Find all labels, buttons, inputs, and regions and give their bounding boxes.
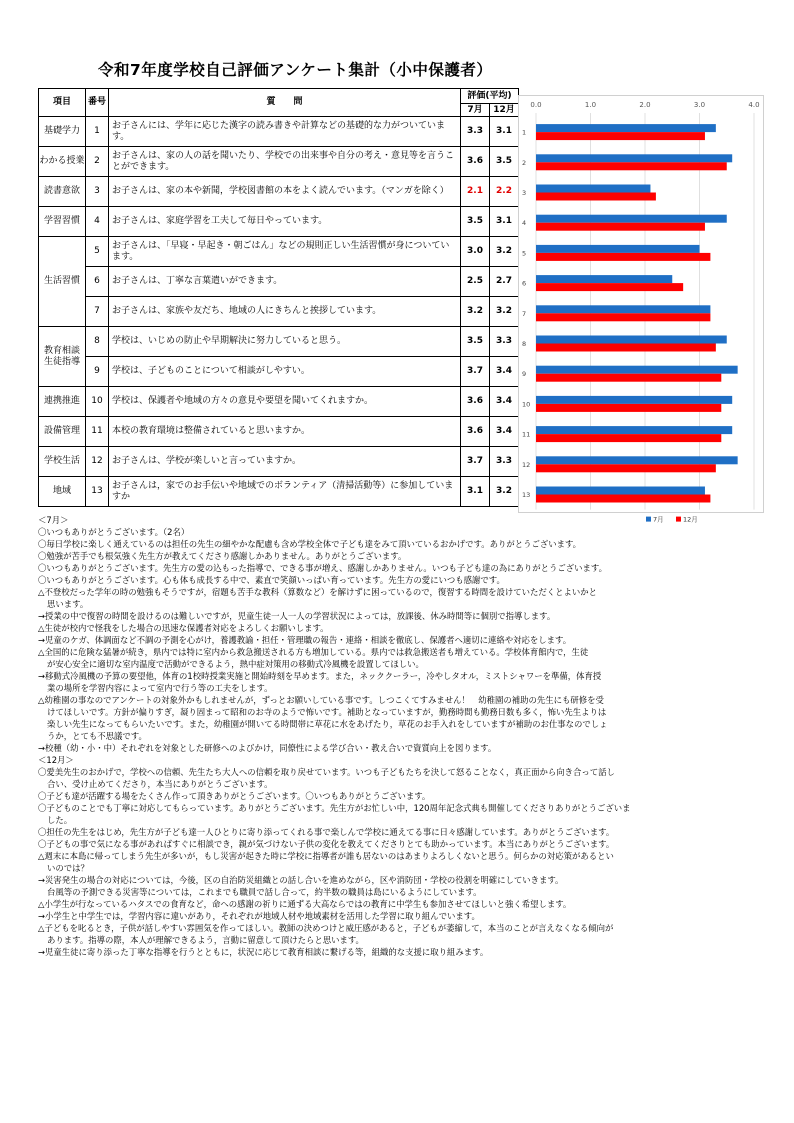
bar-july	[536, 456, 738, 464]
comment-line: →移動式冷風機の予算の要望他，体育の1校時授業実施と開始時刻を早めます。また，ネッククーラー，冷やしタオル，ミストシャワーを準備，体育授	[38, 671, 602, 681]
dec-value: 3.4	[490, 387, 519, 417]
number-cell: 13	[86, 477, 109, 507]
question-cell: お子さんには、学年に応じた漢字の読み書きや計算などの基礎的な力がついています。	[109, 117, 461, 147]
bar-july	[536, 396, 732, 404]
category-cell: 設備管理	[39, 417, 86, 447]
category-label: 13	[522, 491, 531, 499]
comment-line: した。	[47, 815, 73, 825]
dec-value: 3.4	[490, 357, 519, 387]
comment-line: △生徒が校内で怪我をした場合の迅速な保護者対応をよろしくお願いします。	[38, 623, 329, 633]
bar-july	[536, 426, 732, 434]
comment-line: 楽しい先生になってもらいたいです。また，幼稚園が開いてる時間帯に草花に水をあげたり，草花のお手入れをしていますが補助のお仕事なのでしょ	[47, 719, 608, 729]
comment-line: 台風等の予測できる災害等については，これまでも職員で話し合って，約半数の職員は島にいるようにしています。	[47, 887, 482, 897]
category-cell: わかる授業	[39, 147, 86, 177]
july-value: 3.7	[461, 447, 490, 477]
number-cell: 9	[86, 357, 109, 387]
number-cell: 10	[86, 387, 109, 417]
comment-line: △幼稚園の事なのでアンケートの対象外かもしれませんが，ずっとお願いしている事です。しつこくてすみません！ 幼稚園の補助の先生にも研修を受	[38, 695, 604, 705]
bar-july	[536, 124, 716, 132]
bar-dec	[536, 162, 727, 170]
category-label: 12	[522, 460, 531, 469]
dec-value: 3.3	[490, 447, 519, 477]
number-cell: 2	[86, 147, 109, 177]
header-question: 質 問	[109, 89, 461, 117]
category-label: 5	[522, 249, 527, 258]
question-cell: 学校は、保護者や地域の方々の意見や要望を聞いてくれますか。	[109, 387, 461, 417]
dec-value: 3.2	[490, 237, 519, 267]
july-value: 3.3	[461, 117, 490, 147]
category-label: 2	[522, 158, 527, 167]
category-label: 6	[522, 279, 527, 288]
page-title: 令和7年度学校自己評価アンケート集計（小中保護者）	[98, 61, 493, 79]
table-row	[39, 327, 519, 357]
category-label: 11	[522, 430, 531, 439]
july-value: 3.5	[461, 207, 490, 237]
legend-label: 12月	[683, 515, 698, 524]
comment-line: →児童生徒に寄り添った丁寧な指導を行うとともに，状況に応じて教育相談に繋げる等，組織的な支援に取り組みます。	[38, 947, 489, 957]
bar-dec	[536, 193, 656, 201]
table-row	[39, 267, 519, 297]
dec-value: 3.1	[490, 207, 519, 237]
dec-value: 3.1	[490, 117, 519, 147]
bar-july	[536, 245, 700, 253]
dec-value: 2.7	[490, 267, 519, 297]
comment-line: △不登校だった学年の時の勉強もそうですが，宿題も苦手な教科（算数など）を解けずに困っているので，復習する時間を設けていただくとよいかと	[38, 587, 598, 597]
bar-july	[536, 185, 650, 193]
table-row	[39, 387, 519, 417]
comment-line: けてほしいです。方針が偏りすぎ，凝り固まって昭和のお寺のようで怖いです。補助となっていますが，勤務時間も勤務日数も多く，怖い先生よりは	[47, 707, 607, 717]
table-row	[39, 177, 519, 207]
july-value: 3.0	[461, 237, 490, 267]
tick-label: 4.0	[748, 101, 760, 109]
july-value: 3.6	[461, 147, 490, 177]
bar-dec	[536, 495, 710, 503]
number-cell: 5	[86, 237, 109, 267]
header-eval: 評価(平均)	[461, 89, 519, 104]
number-cell: 12	[86, 447, 109, 477]
tick-label: 1.0	[584, 101, 597, 109]
bar-july	[536, 366, 738, 374]
july-value: 3.6	[461, 417, 490, 447]
question-cell: お子さんは、学校が楽しいと言っていますか。	[109, 447, 461, 477]
bar-july	[536, 154, 732, 162]
number-cell: 11	[86, 417, 109, 447]
bar-dec	[536, 404, 721, 412]
category-label: 3	[522, 189, 527, 197]
bar-july	[536, 305, 710, 313]
comment-line: ＜12月＞	[38, 755, 74, 765]
category-label: 4	[522, 219, 527, 228]
bar-dec	[536, 223, 705, 231]
category-label: 10	[522, 400, 531, 409]
header-july: 7月	[461, 104, 490, 117]
comment-line: 思います。	[47, 599, 89, 609]
number-cell: 1	[86, 117, 109, 147]
comment-line: 合い、受け止めてくださり，本当にありがとうございます。	[47, 779, 273, 789]
july-value: 3.6	[461, 387, 490, 417]
category-cell: 連携推進	[39, 387, 86, 417]
table-row	[39, 147, 519, 177]
july-value: 3.2	[461, 297, 490, 327]
comment-line: いのでは？	[47, 863, 89, 873]
dec-value: 3.2	[490, 297, 519, 327]
july-value: 3.7	[461, 357, 490, 387]
bar-chart	[518, 95, 764, 524]
comment-line: 〇愛美先生のおかげで，学校への信頼、先生たち大人への信頼を取り戻せています。いつも子どもたちを決して怒ることなく，真正面から向き合って話し	[38, 767, 615, 777]
bar-dec	[536, 344, 716, 352]
comment-line: が安心安全に適切な室内温度で活動ができるよう，熱中症対策用の移動式冷風機を設置してほしい。	[47, 659, 424, 669]
bar-dec	[536, 253, 710, 261]
comment-line: △子どもを叱るとき，子供が話しやすい雰囲気を作ってほしい。教師の決めつけと威圧感があると，子どもが萎縮して，本当のことが言えなくなる傾向が	[38, 923, 614, 933]
bar-july	[536, 336, 727, 344]
question-cell: お子さんは、家族や友だち、地域の人にきちんと挨拶しています。	[109, 297, 461, 327]
category-line: 生徒指導	[43, 356, 80, 367]
tick-label: 3.0	[693, 101, 706, 109]
comment-line: →校種（幼・小・中）それぞれを対象とした研修へのよびかけ，同僚性による学び合い・教え合いで資質向上を図ります。	[38, 743, 497, 753]
bar-dec	[536, 464, 716, 472]
comment-line: 〇担任の先生をはじめ，先生方が子ども達一人ひとりに寄り添ってくれる事で楽しんで学校に通えてる事に日々感謝しています。ありがとうございます。	[38, 827, 615, 837]
comment-line: 〇いつもありがとうございます。（2名）	[38, 527, 190, 537]
dec-value: 3.4	[490, 417, 519, 447]
category-label: 9	[522, 370, 527, 379]
bar-dec	[536, 132, 705, 140]
comment-line: 〇いつもありがとうございます。心も体も成長する中で、素直で笑顔いっぱい育っています。先生方の愛にいつも感謝です。	[38, 575, 505, 585]
question-cell: お子さんは、丁寧な言葉遣いができます。	[109, 267, 461, 297]
number-cell: 3	[86, 177, 109, 207]
category-cell: 基礎学力	[39, 117, 86, 147]
comment-line: 〇子どものことでも丁寧に対応してもらっています。ありがとうございます。先生方がお忙しい中，120周年記念式典も開催してくださりありがとうございま	[38, 803, 631, 813]
question-cell: お子さんは、家の人の話を聞いたり、学校での出来事や自分の考え・意見等を言うことができます。	[109, 147, 461, 177]
dec-value: 3.3	[490, 327, 519, 357]
bar-dec	[536, 313, 710, 321]
comment-line: △小学生が行なっているハタスでの食育など，命への感謝の祈りに通ずる大高ならではの教育に中学生も参加させてほしいと強く希望します。	[38, 899, 572, 909]
comment-line: 業の場所を学習内容によって室内で行う等の工夫をします。	[47, 683, 273, 693]
question-cell: お子さんは、「早寝・早起き・朝ごはん」などの規則正しい生活習慣が身についています。	[109, 237, 461, 267]
comment-line: 〇毎日学校に楽しく通えているのは担任の先生の細やかな配慮も含め学校全体で子ども達をみて頂いているおかげです。ありがとうございます。	[38, 539, 582, 549]
dec-value: 2.2	[490, 177, 519, 207]
comment-line: →児童のケガ、体調面など不調の予測を心がけ，養護教諭・担任・管理職の報告・連絡・相談を徹底し、保護者へ適切に連絡や対応をします。	[38, 635, 572, 645]
bar-july	[536, 487, 705, 495]
table-row	[39, 237, 519, 267]
july-value: 2.1	[461, 177, 490, 207]
tick-label: 0.0	[530, 101, 542, 109]
comment-line: △全国的に危険な猛暑が続き，県内では特に室内から救急搬送される方も増加している。県内では救急搬送者も増えている。学校体育館内で，生徒	[38, 647, 589, 657]
comment-line: 〇勉強が苦手でも根気強く先生方が教えてくださり感謝しかありません。ありがとうございます。	[38, 551, 407, 561]
july-value: 2.5	[461, 267, 490, 297]
question-cell: 学校は、子どものことについて相談がしやすい。	[109, 357, 461, 387]
table-row	[39, 207, 519, 237]
category-cell: 生活習慣	[39, 237, 86, 327]
comment-line: 〇いつもありがとうございます。先生方の愛の込もった指導で、できる事が増え、感謝しかありません。いつも子ども達の為にありがとうございます。	[38, 563, 607, 573]
bar-july	[536, 215, 727, 223]
category-line: 教育相談	[43, 345, 80, 356]
category-label: 8	[522, 340, 527, 348]
bar-july	[536, 275, 672, 283]
bar-dec	[536, 434, 721, 442]
comment-line: △週末に本島に帰ってしまう先生が多いが，もし災害が起きた時に学校に指導者が誰も居ないのはあまりよろしくないと思う。何らかの対応策があるとい	[38, 851, 614, 861]
legend-label: 7月	[653, 515, 664, 524]
question-cell: お子さんは，家でのお手伝いや地域でのボランティア（清掃活動等）に参加していますか	[109, 477, 461, 507]
header-number: 番号	[86, 89, 109, 117]
question-cell: 学校は、いじめの防止や早期解決に努力していると思う。	[109, 327, 461, 357]
tick-label: 2.0	[639, 101, 651, 109]
category-label: 1	[522, 128, 527, 137]
number-cell: 8	[86, 327, 109, 357]
comment-line: 〇子どもの事で気になる事があればすぐに相談でき，親が気づけない子供の変化を教えてくださりとても助かっています。本当にありがとうございます。	[38, 839, 615, 849]
comment-line: ＜7月＞	[38, 515, 69, 525]
table-row	[39, 117, 519, 147]
comment-line: →小学生と中学生では，学習内容に違いがあり，それぞれが地域人材や地域素材を活用した学習に取り組んでいます。	[38, 911, 480, 921]
comment-line: →災害発生の場合の対応については，今後，区の自治防災組織との話し合いを進めながら，区や消防団・学校の役割を明確にしていきます。	[38, 875, 564, 885]
header-dec: 12月	[490, 104, 519, 117]
category-label: 7	[522, 309, 527, 318]
number-cell: 7	[86, 297, 109, 327]
question-cell: お子さんは、家庭学習を工夫して毎日やっています。	[109, 207, 461, 237]
comments-section	[38, 514, 768, 958]
category-cell: 地域	[39, 477, 86, 507]
comment-line: →授業の中で復習の時間を設けるのは難しいですが，児童生徒一人一人の学習状況によっては，放課後、休み時間等に個別で指導します。	[38, 611, 556, 621]
category-cell: 読書意欲	[39, 177, 86, 207]
comment-line: うか，とても不思議です。	[47, 731, 147, 741]
question-cell: 本校の教育環境は整備されていると思いますか。	[109, 417, 461, 447]
header-item: 項目	[39, 89, 86, 117]
table-row	[39, 357, 519, 387]
dec-value: 3.2	[490, 477, 519, 507]
question-cell: お子さんは、家の本や新聞，学校図書館の本をよく読んでいます。（マンガを除く）	[109, 177, 461, 207]
table-row	[39, 417, 519, 447]
july-value: 3.1	[461, 477, 490, 507]
bar-dec	[536, 374, 721, 382]
number-cell: 6	[86, 267, 109, 297]
survey-table	[38, 88, 519, 507]
category-cell: 学校生活	[39, 447, 86, 477]
comment-line: あります。指導の際，本人が理解できるよう，言動に留意して頂けたらと思います。	[47, 935, 364, 945]
table-row	[39, 447, 519, 477]
table-row	[39, 477, 519, 507]
category-cell	[39, 327, 86, 387]
table-row	[39, 297, 519, 327]
comment-line: 〇子ども達が活躍する場をたくさん作って頂きありがとうございます。〇いつもありがとうございます。	[38, 791, 431, 801]
bar-dec	[536, 283, 683, 291]
dec-value: 3.5	[490, 147, 519, 177]
category-cell: 学習習慣	[39, 207, 86, 237]
number-cell: 4	[86, 207, 109, 237]
july-value: 3.5	[461, 327, 490, 357]
